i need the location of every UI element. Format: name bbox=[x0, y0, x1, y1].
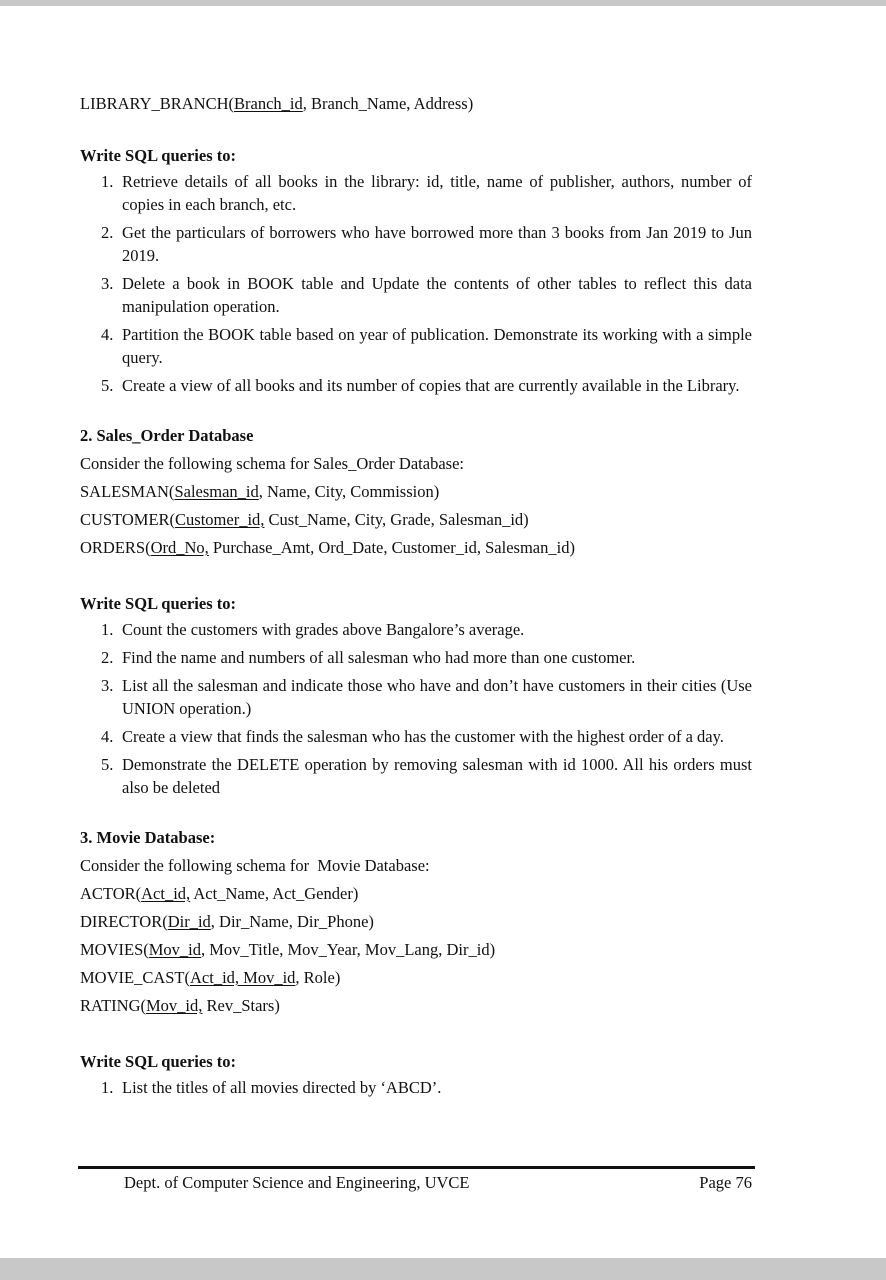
section-intro: Consider the following schema for Movie Database: bbox=[80, 856, 430, 875]
query-number: 2. bbox=[101, 648, 114, 667]
schema-key: Ord_No, bbox=[150, 538, 209, 557]
schema-rating bbox=[80, 992, 752, 1020]
schema-key: Customer_id, bbox=[175, 510, 265, 529]
query-number: 1. bbox=[101, 172, 114, 191]
query-list-1 bbox=[80, 170, 752, 397]
schema-attributes: Rev_Stars) bbox=[202, 996, 280, 1015]
query-item bbox=[80, 646, 752, 669]
query-text: Create a view that finds the salesman who has the customer with the highest order of a day. bbox=[122, 727, 724, 746]
page-content bbox=[80, 90, 752, 1104]
schema-attributes: , Role) bbox=[295, 968, 341, 987]
query-item bbox=[80, 618, 752, 641]
query-list-2 bbox=[80, 618, 752, 799]
query-number: 1. bbox=[101, 1078, 114, 1097]
schema-key: Salesman_id bbox=[174, 482, 259, 501]
query-text: List all the salesman and indicate those who have and don’t have customers in their cities (Use UNION operation.) bbox=[122, 676, 752, 718]
query-text: Count the customers with grades above Bangalore’s average. bbox=[122, 620, 525, 639]
query-list-3 bbox=[80, 1076, 752, 1099]
schema-orders bbox=[80, 534, 752, 562]
schema-attributes: , Dir_Name, Dir_Phone) bbox=[210, 912, 374, 931]
schema-attributes: Purchase_Amt, Ord_Date, Customer_id, Salesman_id) bbox=[208, 538, 575, 557]
schema-name: RATING( bbox=[80, 996, 146, 1015]
queries-heading-1: Write SQL queries to: bbox=[80, 146, 236, 165]
schema-customer bbox=[80, 506, 752, 534]
query-item bbox=[80, 753, 752, 799]
schema-key: Mov_id, bbox=[146, 996, 203, 1015]
query-item bbox=[80, 725, 752, 748]
schema-director bbox=[80, 908, 752, 936]
queries-heading-3: Write SQL queries to: bbox=[80, 1052, 236, 1071]
query-item bbox=[80, 170, 752, 216]
query-number: 5. bbox=[101, 376, 114, 395]
query-item bbox=[80, 1076, 752, 1099]
query-number: 3. bbox=[101, 274, 114, 293]
schema-key: Mov_id bbox=[148, 940, 202, 959]
schema-key: Act_id, bbox=[141, 884, 191, 903]
schema-library-branch bbox=[80, 90, 752, 118]
section-intro: Consider the following schema for Sales_Order Database: bbox=[80, 454, 464, 473]
query-item bbox=[80, 674, 752, 720]
schema-actor bbox=[80, 880, 752, 908]
query-text: Demonstrate the DELETE operation by removing salesman with id 1000. All his orders must also be deleted bbox=[122, 755, 752, 797]
schema-name: LIBRARY_BRANCH( bbox=[80, 94, 235, 113]
schema-attributes: Cust_Name, City, Grade, Salesman_id) bbox=[264, 510, 529, 529]
schema-attributes: , Name, City, Commission) bbox=[258, 482, 440, 501]
query-text: Get the particulars of borrowers who have borrowed more than 3 books from Jan 2019 to Jun 2019. bbox=[122, 223, 752, 265]
section-title-movie: 3. Movie Database: bbox=[80, 828, 216, 847]
schema-name: MOVIES( bbox=[80, 940, 149, 959]
schema-movies bbox=[80, 936, 752, 964]
footer-page-number: Page 76 bbox=[699, 1173, 752, 1192]
schema-name: MOVIE_CAST( bbox=[80, 968, 190, 987]
footer-divider bbox=[78, 1166, 755, 1169]
query-text: Partition the BOOK table based on year of publication. Demonstrate its working with a simple query. bbox=[122, 325, 752, 367]
query-number: 3. bbox=[101, 676, 114, 695]
query-item bbox=[80, 374, 752, 397]
section-title-sales-order: 2. Sales_Order Database bbox=[80, 426, 254, 445]
query-number: 4. bbox=[101, 727, 114, 746]
query-text: List the titles of all movies directed by ‘ABCD’. bbox=[122, 1078, 442, 1097]
page-footer bbox=[124, 1171, 752, 1195]
query-item bbox=[80, 221, 752, 267]
queries-heading-2: Write SQL queries to: bbox=[80, 594, 236, 613]
query-text: Create a view of all books and its number of copies that are currently available in the Library. bbox=[122, 376, 740, 395]
schema-name: ACTOR( bbox=[80, 884, 142, 903]
schema-key: Act_id, Mov_id bbox=[190, 968, 296, 987]
schema-name: DIRECTOR( bbox=[80, 912, 168, 931]
query-item bbox=[80, 323, 752, 369]
query-number: 1. bbox=[101, 620, 114, 639]
query-text: Find the name and numbers of all salesman who had more than one customer. bbox=[122, 648, 636, 667]
schema-salesman bbox=[80, 478, 752, 506]
query-text: Delete a book in BOOK table and Update the contents of other tables to reflect this data manipulation operation. bbox=[122, 274, 752, 316]
schema-movie-cast bbox=[80, 964, 752, 992]
schema-name: SALESMAN( bbox=[80, 482, 175, 501]
schema-attributes: Act_Name, Act_Gender) bbox=[190, 884, 359, 903]
schema-name: CUSTOMER( bbox=[80, 510, 176, 529]
schema-key: Dir_id bbox=[167, 912, 211, 931]
query-number: 5. bbox=[101, 755, 114, 774]
schema-attributes: , Branch_Name, Address) bbox=[302, 94, 474, 113]
query-text: Retrieve details of all books in the library: id, title, name of publisher, authors, number of copies in each branch, etc. bbox=[122, 172, 752, 214]
query-number: 4. bbox=[101, 325, 114, 344]
query-item bbox=[80, 272, 752, 318]
schema-name: ORDERS( bbox=[80, 538, 151, 557]
query-number: 2. bbox=[101, 223, 114, 242]
document-page bbox=[0, 6, 886, 1258]
schema-key: Branch_id bbox=[234, 94, 303, 113]
schema-attributes: , Mov_Title, Mov_Year, Mov_Lang, Dir_id) bbox=[201, 940, 496, 959]
footer-department: Dept. of Computer Science and Engineering, UVCE bbox=[124, 1173, 470, 1192]
